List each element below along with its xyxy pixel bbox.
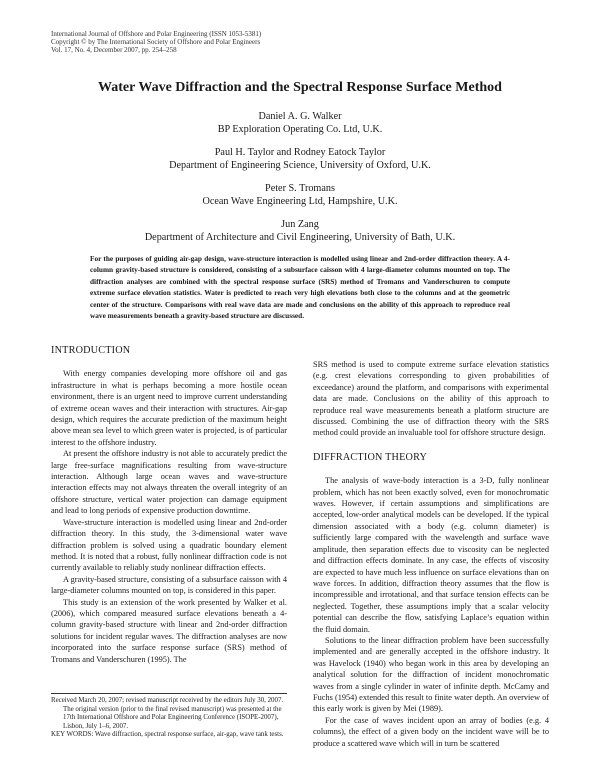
paragraph: For the case of waves incident upon an array of bodies (e.g. 4 columns), the effect of a given body on the incident wave will be to produce a scattered wave which will in turn be scattered (313, 715, 549, 748)
author-names: Peter S. Tromans (265, 183, 335, 194)
paragraph: SRS method is used to compute extreme surface elevation statistics (e.g. crest elevations corresponding to given probabilities of exceedance) around the platform, and comparisons with experimental data are made. Conclusions on the ability of this approach to reproduce real wave measurements beneath a platform structure are discussed. Combining the use of diffraction theory with the SRS method could provide an invaluable tool for offshore structure design. (313, 360, 549, 438)
author-names: Paul H. Taylor and Rodney Eatock Taylor (214, 147, 386, 158)
section-heading-introduction: INTRODUCTION (51, 345, 131, 356)
paragraph: At present the offshore industry is not able to accurately predict the large free-surface magnifications resulting from wave-structure interaction. Although large ocean waves and wave-structure interaction effects may not always threaten the overall integrity of an offshore structure, vertical water projection can damage equipment and lead to long periods of expensive production downtime. (51, 449, 287, 516)
author-block (0, 110, 600, 254)
paragraph: Wave-structure interaction is modelled using linear and 2nd-order diffraction theory. In this study, the 3-dimensional water wave diffraction problem is solved using a quadratic boundary element method. It is noted that a robust, fully nonlinear diffraction code is not currently available to reliably study nonlinear diffraction effects. (51, 517, 287, 573)
author-affiliation: Department of Architecture and Civil Engineering, University of Bath, U.K. (144, 232, 456, 243)
section-heading-diffraction-theory: DIFFRACTION THEORY (313, 451, 428, 463)
paragraph: With energy companies developing more offshore oil and gas infrastructure in what is perhaps becoming a more hostile ocean environment, there is an urgent need to improve current understanding of extreme ocean waves and their interaction with structures. Air-gap design, which requires the accurate prediction of the maximum height above mean sea level to which green water is projected, is of particular interest to the offshore industry. (51, 369, 287, 447)
paragraph: A gravity-based structure, consisting of a subsurface caisson with 4 large-diameter columns mounted on top, is considered in this paper. (51, 574, 287, 596)
author-affiliation: Ocean Wave Engineering Ltd, Hampshire, U.K. (202, 196, 398, 207)
author-affiliation: BP Exploration Operating Co. Ltd, U.K. (217, 124, 383, 135)
author-group (0, 218, 600, 244)
author-group (0, 110, 600, 136)
journal-header (51, 30, 261, 54)
received-note: Received March 20, 2007; revised manuscript received by the editors July 30, 2007. The original version (prior to the final revised manuscript) was presented at the 17th International Offshore and Polar Engineering Conference (ISOPE-2007), Lisbon, July 1–6, 2007. (51, 697, 284, 730)
paper-title: Water Wave Diffraction and the Spectral Response Surface Method (98, 80, 502, 95)
abstract: For the purposes of guiding air-gap design, wave-structure interaction is modelled using linear and 2nd-order diffraction theory. A 4-column gravity-based structure is considered, consisting of a subsurface caisson with 4 large-diameter columns mounted on top. The diffraction analyses are combined with the spectral response surface (SRS) method of Tromans and Vanderschuren to compute extreme surface elevation statistics. Water is predicted to reach very high elevations both close to the columns and at the geometric center of the structure. Comparisons with real wave data are made and conclusions on the ability of this approach to reproduce real wave measurements beneath a gravity-based structure are discussed. (90, 254, 510, 321)
journal-name: International Journal of Offshore and Polar Engineering (ISSN 1053-5381) (51, 30, 262, 38)
paragraph: This study is an extension of the work presented by Walker et al. (2006), which compared measured surface elevations beneath a 4-column gravity-based structure with linear and 2nd-order diffraction solutions for incident regular waves. The diffraction analyses are now incorporated into the surface response surface (SRS) method of Tromans and Vanderschuren (1995). The (51, 597, 287, 664)
paragraph: Solutions to the linear diffraction problem have been successfully implemented and are generally accepted in the offshore industry. It was Havelock (1940) who began work in this area by developing an analytical solution for the diffraction of incident monochromatic waves from a single cylinder in water of infinite depth. McCamy and Fuchs (1954) extended this result to finite water depth. An overview of this early work is given by Mei (1989). (313, 635, 549, 714)
right-column (313, 359, 549, 749)
footnote (51, 693, 287, 740)
copyright-line: Copyright © by The International Society of Offshore and Polar Engineers (51, 38, 261, 46)
paragraph: The analysis of wave-body interaction is a 3-D, fully nonlinear problem, which has not been exactly solved, even for monochromatic waves. However, if certain assumptions and simplifications are accepted, low-order analytical models can be developed. If the typical dimension associated with a body (e.g. column diameter) is sufficiently large compared with the wavelength and surface wave amplitude, then separation effects due to viscosity can be neglected and diffraction effects dominate. In any case, the effects of viscosity are expected to have much less influence on surface elevations than on wave forces. In addition, diffraction theory assumes that the flow is incompressible and irrotational, and that surface tension effects can be neglected. Together, these assumptions imply that a scalar velocity potential can describe the flow, satisfying Laplace’s equation within the fluid domain. (313, 476, 549, 634)
left-column (51, 345, 287, 665)
author-group (0, 146, 600, 172)
author-names: Daniel A. G. Walker (258, 111, 342, 122)
author-affiliation: Department of Engineering Science, University of Oxford, U.K. (169, 160, 431, 171)
keywords-note: KEY WORDS: Wave diffraction, spectral response surface, air-gap, wave tank tests. (51, 731, 284, 739)
author-names: Jun Zang (281, 219, 319, 230)
author-group (0, 182, 600, 208)
volume-line: Vol. 17, No. 4, December 2007, pp. 254–258 (51, 46, 177, 54)
